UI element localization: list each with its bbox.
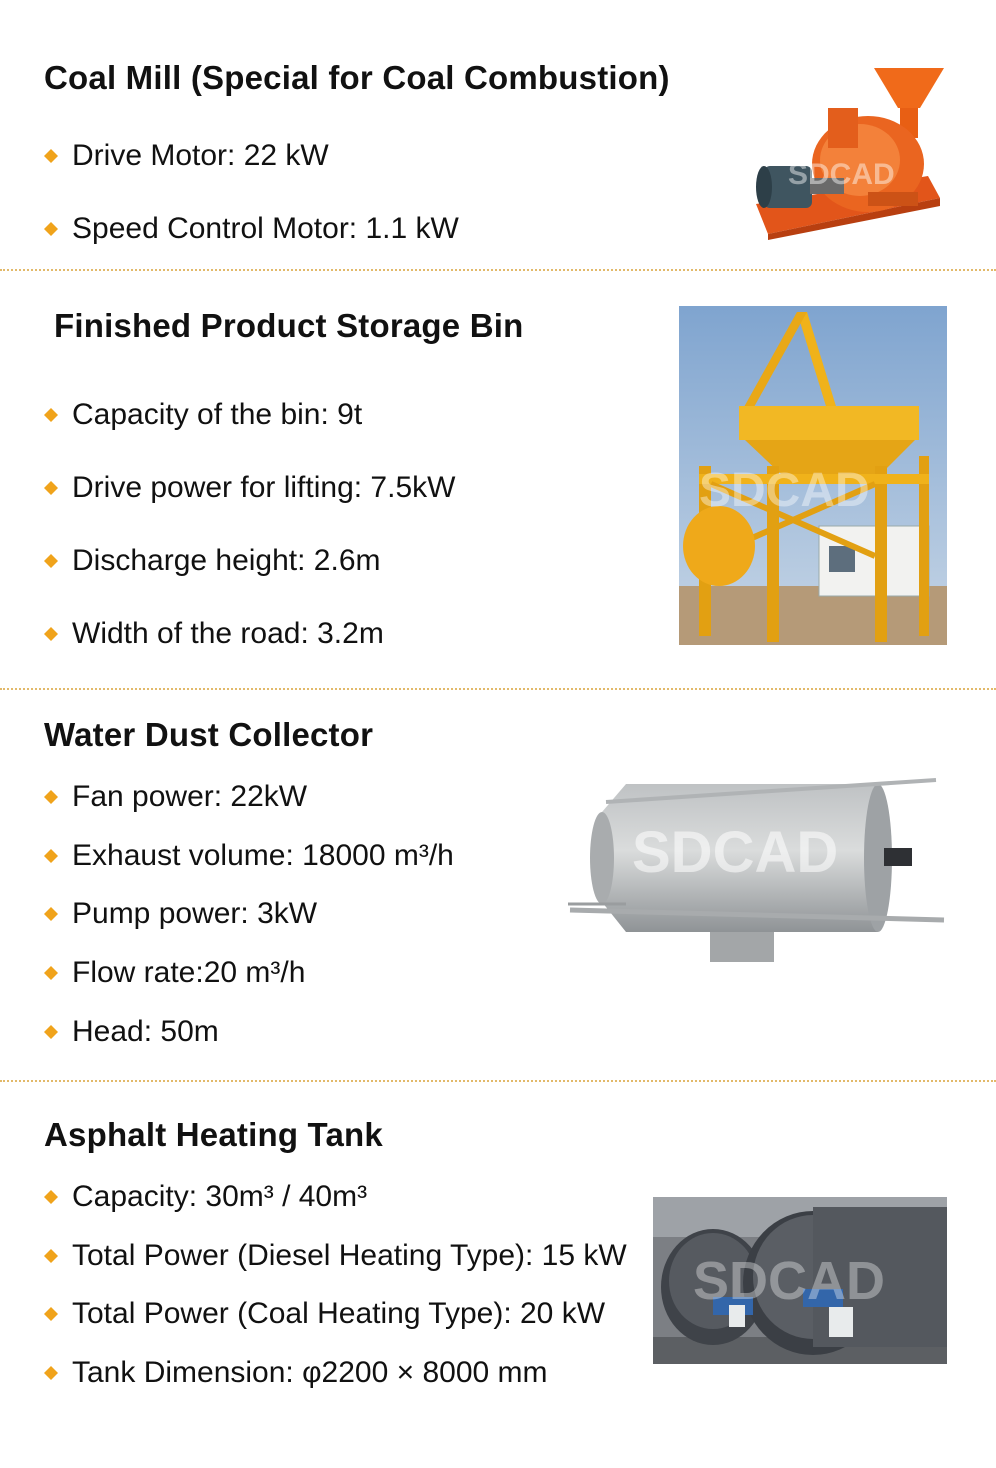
spec-text: Exhaust volume: 18000 m³/h: [72, 839, 454, 872]
diamond-bullet-icon: [44, 1366, 58, 1380]
spec-text: Drive power for lifting: 7.5kW: [72, 471, 456, 504]
spec-text: Head: 50m: [72, 1015, 219, 1048]
spec-text: Capacity: 30m³ / 40m³: [72, 1180, 368, 1213]
diamond-bullet-icon: [44, 1190, 58, 1204]
diamond-bullet-icon: [44, 149, 58, 163]
diamond-bullet-icon: [44, 1307, 58, 1321]
section-divider: [0, 269, 996, 271]
spec-text: Flow rate:20 m³/h: [72, 956, 306, 989]
watermark-text: SDCAD: [693, 1251, 886, 1311]
spec-item: [44, 469, 455, 507]
spec-text: Fan power: 22kW: [72, 780, 308, 813]
section-divider: [0, 688, 996, 690]
section-divider: [0, 1080, 996, 1082]
diamond-bullet-icon: [44, 849, 58, 863]
spec-item: [44, 542, 381, 580]
spec-text: Width of the road: 3.2m: [72, 617, 384, 650]
diamond-bullet-icon: [44, 907, 58, 921]
watermark-text: SDCAD: [788, 158, 895, 191]
spec-item: [44, 1178, 367, 1216]
diamond-bullet-icon: [44, 408, 58, 422]
spec-item: [44, 1354, 548, 1392]
spec-item: [44, 1295, 605, 1333]
dust-collector-image: [566, 772, 948, 966]
spec-item: [44, 210, 459, 248]
spec-item: [44, 137, 329, 175]
section-title: Finished Product Storage Bin: [54, 307, 524, 344]
spec-item: [44, 895, 317, 933]
spec-text: Capacity of the bin: 9t: [72, 398, 363, 431]
spec-text: Total Power (Coal Heating Type): 20 kW: [72, 1297, 606, 1330]
spec-text: Tank Dimension: φ2200 × 8000 mm: [72, 1356, 548, 1389]
spec-item: [44, 615, 384, 653]
diamond-bullet-icon: [44, 790, 58, 804]
spec-item: [44, 954, 305, 992]
coal-mill-image: [748, 64, 948, 240]
diamond-bullet-icon: [44, 1025, 58, 1039]
section-title: Water Dust Collector: [44, 716, 374, 753]
diamond-bullet-icon: [44, 481, 58, 495]
spec-item: [44, 1013, 219, 1051]
watermark-text: SDCAD: [699, 464, 870, 517]
spec-item: [44, 396, 362, 434]
diamond-bullet-icon: [44, 627, 58, 641]
diamond-bullet-icon: [44, 966, 58, 980]
spec-item: [44, 837, 454, 875]
diamond-bullet-icon: [44, 1249, 58, 1263]
spec-item: [44, 1237, 627, 1275]
diamond-bullet-icon: [44, 554, 58, 568]
section-title: Asphalt Heating Tank: [44, 1116, 383, 1153]
spec-text: Drive Motor: 22 kW: [72, 139, 329, 172]
spec-text: Pump power: 3kW: [72, 897, 318, 930]
diamond-bullet-icon: [44, 222, 58, 236]
spec-text: Discharge height: 2.6m: [72, 544, 381, 577]
storage-bin-image: [679, 306, 947, 645]
section-title: Coal Mill (Special for Coal Combustion): [44, 59, 670, 96]
spec-item: [44, 778, 307, 816]
spec-text: Speed Control Motor: 1.1 kW: [72, 212, 459, 245]
watermark-text: SDCAD: [632, 820, 839, 885]
spec-text: Total Power (Diesel Heating Type): 15 kW: [72, 1239, 627, 1272]
heating-tank-image: [653, 1197, 947, 1364]
